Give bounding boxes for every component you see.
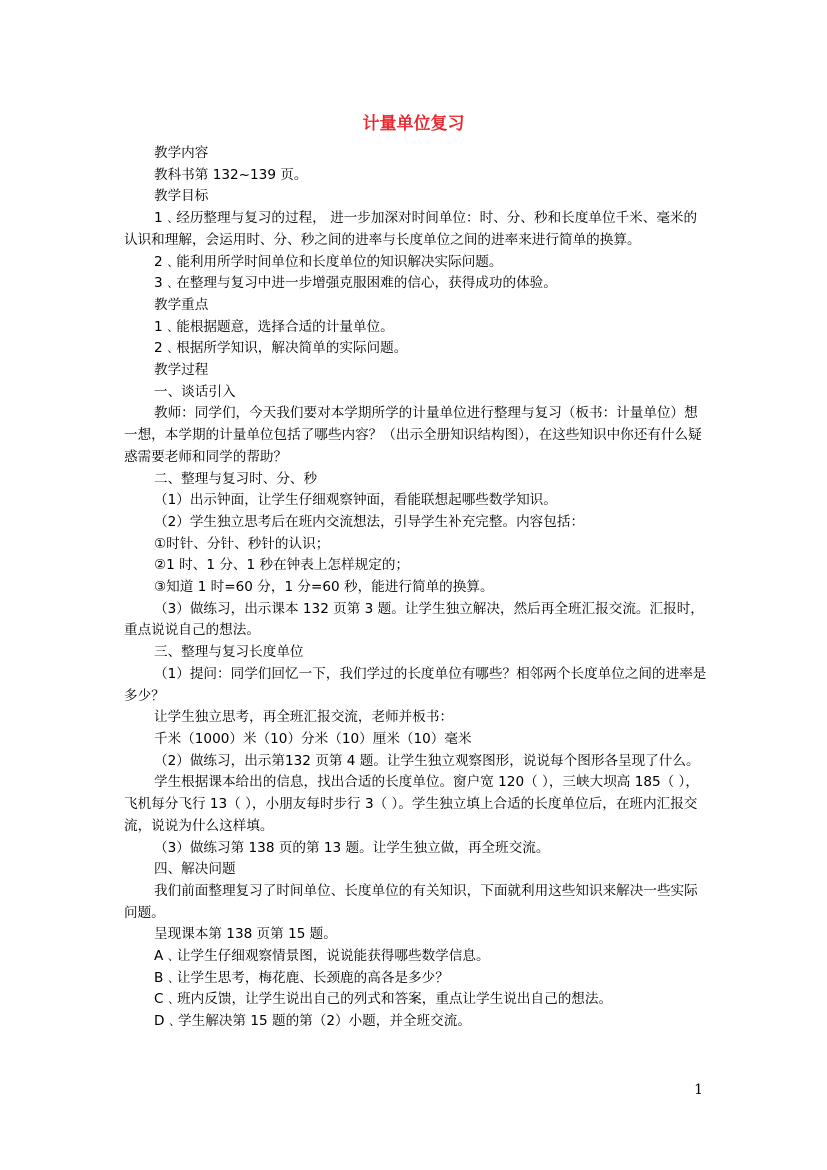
paragraph: 学生根据课本给出的信息，找出合适的长度单位。窗户宽 120（ ），三峡大坝高 185（ ），飞机每分飞行 13（ ），小朋友每时步行 3（ ）。学生独立填上合适的长度单位后，在班内汇报交流，说说为什么这样填。 [124, 774, 699, 834]
paragraph: 二、整理与复习时、分、秒 [154, 470, 318, 487]
document-body [124, 143, 708, 1033]
paragraph: （3）做练习第 138 页的第 13 题。让学生独立做，再全班交流。 [154, 839, 550, 856]
paragraph: B﹑让学生思考，梅花鹿、长颈鹿的高各是多少？ [154, 969, 449, 986]
paragraph: ②1 时、1 分、1 秒在钟表上怎样规定的； [154, 557, 410, 574]
paragraph: 2﹑能利用所学时间单位和长度单位的知识解决实际问题。 [154, 253, 503, 270]
paragraph: （3）做练习，出示课本 132 页第 3 题。让学生独立解决，然后再全班汇报交流。汇报时，重点说说自己的想法。 [124, 600, 704, 639]
paragraph: 呈现课本第 138 页第 15 题。 [154, 926, 337, 943]
document-title: 计量单位复习 [362, 114, 465, 134]
paragraph: 教学重点 [154, 296, 209, 313]
paragraph: 一、谈话引入 [154, 383, 236, 400]
paragraph: D﹑学生解决第 15 题的第（2）小题，并全班交流。 [154, 1013, 471, 1030]
paragraph: （2）学生独立思考后在班内交流想法，引导学生补充完整。内容包括： [154, 513, 585, 530]
paragraph: ①时针、分针、秒针的认识； [154, 535, 330, 552]
page-number: 1 [694, 1082, 703, 1098]
paragraph: 三、整理与复习长度单位 [154, 644, 304, 661]
paragraph: 教师：同学们，今天我们要对本学期所学的计量单位进行整理与复习（板书：计量单位）想一想，本学期的计量单位包括了哪些内容？（出示全册知识结构图），在这些知识中你还有什么疑惑需要老师和同学的帮助？ [124, 405, 702, 465]
paragraph: 教学过程 [154, 362, 209, 379]
paragraph: 千米（1000）米（10）分米（10）厘米（10）毫米 [154, 730, 472, 747]
paragraph: （2）做练习，出示第132 页第 4 题。让学生独立观察图形，说说每个图形各呈现了什么。 [154, 752, 700, 769]
paragraph: A﹑让学生仔细观察情景图，说说能获得哪些数学信息。 [154, 948, 490, 965]
paragraph: 3﹑在整理与复习中进一步增强克服困难的信心，获得成功的体验。 [154, 275, 557, 292]
paragraph: 教学目标 [154, 188, 209, 205]
paragraph: 教学内容 [154, 145, 209, 161]
paragraph: 让学生独立思考，再全班汇报交流，老师并板书： [154, 709, 454, 726]
paragraph: 1﹑经历整理与复习的过程， 进一步加深对时间单位：时、分、秒和长度单位千米、毫米的认识和理解，会运用时、分、秒之间的进率与长度单位之间的进率来进行简单的换算。 [124, 210, 698, 248]
paragraph: 教科书第 132~139 页。 [154, 166, 308, 183]
paragraph: （1）出示钟面，让学生仔细观察钟面，看能联想起哪些数学知识。 [154, 492, 557, 509]
paragraph: 1﹑能根据题意，选择合适的计量单位。 [154, 318, 394, 335]
paragraph: C﹑班内反馈，让学生说出自己的列式和答案，重点让学生说出自己的想法。 [154, 991, 613, 1008]
paragraph: 四、解决问题 [154, 861, 236, 878]
paragraph: 2﹑根据所学知识，解决简单的实际问题。 [154, 340, 408, 357]
paragraph: （1）提问：同学们回忆一下，我们学过的长度单位有哪些？相邻两个长度单位之间的进率是多少？ [124, 665, 707, 704]
paragraph: 我们前面整理复习了时间单位、长度单位的有关知识，下面就利用这些知识来解决一些实际问题。 [124, 882, 698, 921]
paragraph: ③知道 1 时=60 分，1 分=60 秒，能进行简单的换算。 [154, 579, 494, 596]
